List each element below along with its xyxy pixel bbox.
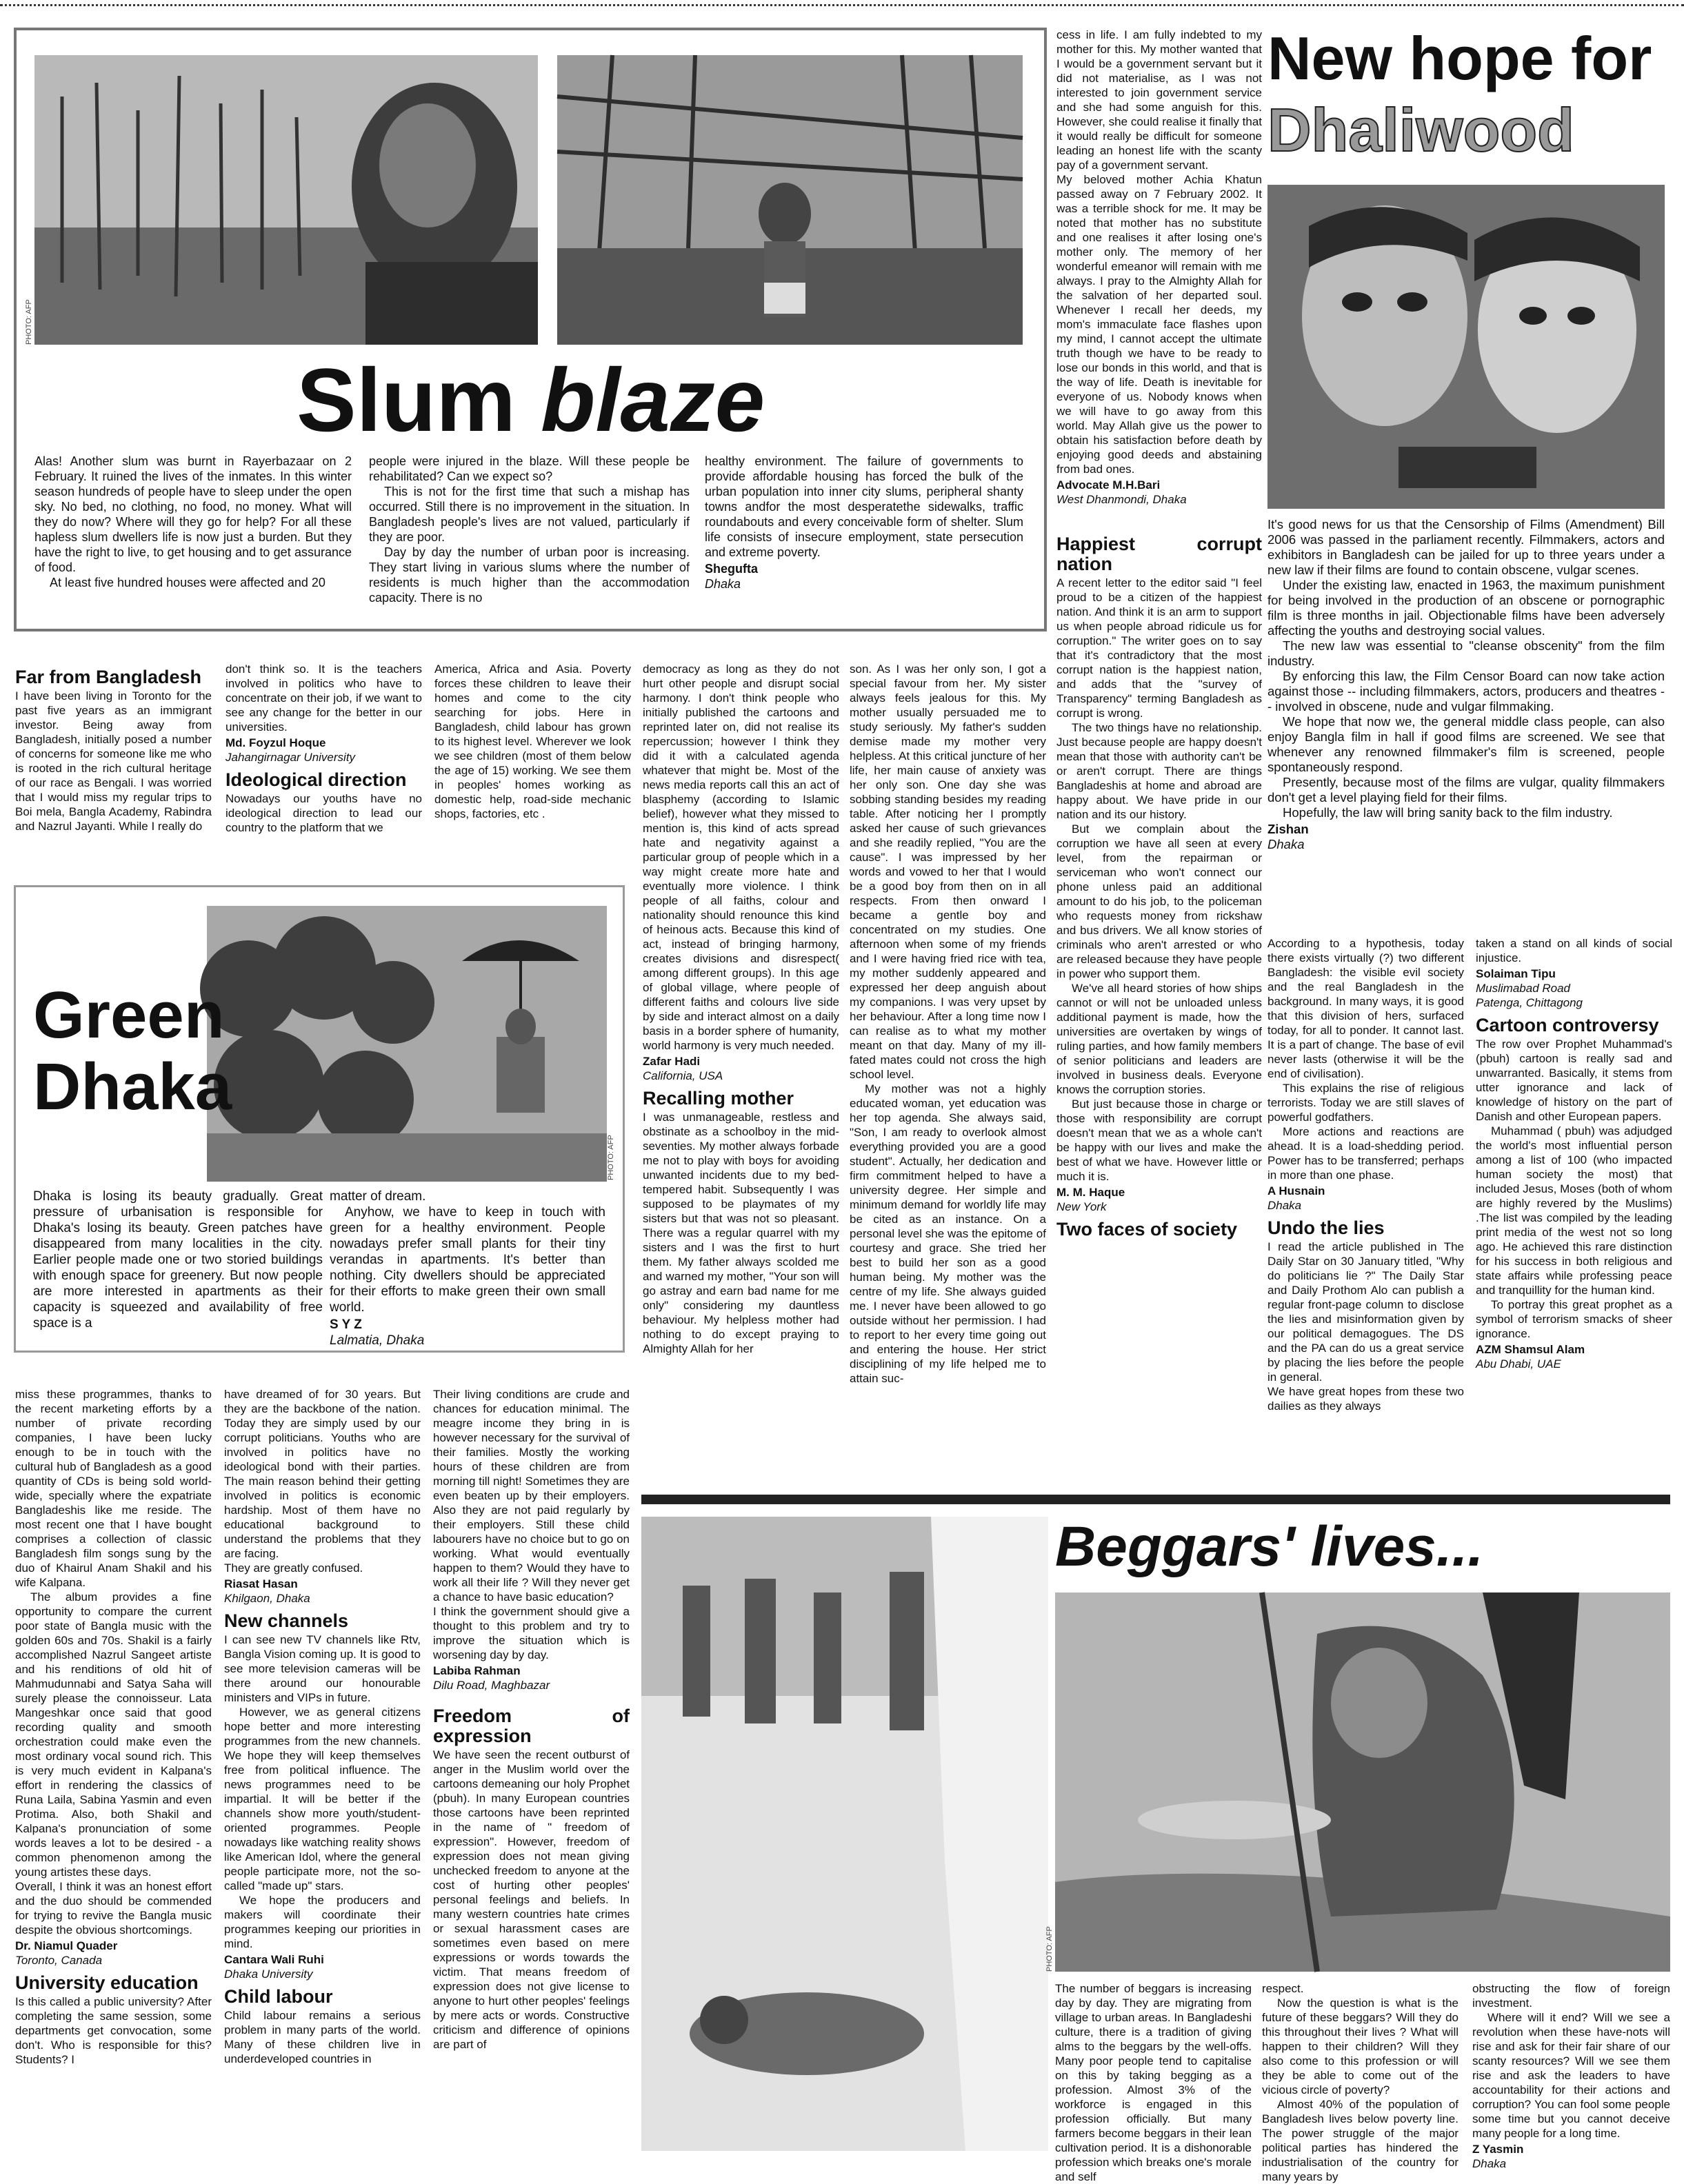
- green-title-line1: Green: [33, 978, 225, 1052]
- photo-credit: PHOTO: AFP: [1045, 1926, 1054, 1972]
- paragraph: Day by day the number of urban poor is increasing. They start living in various slums where the number of residents is much higher than the accommodation capacity. There is no: [369, 545, 690, 605]
- heading-child-labour: Child labour: [224, 1986, 333, 2007]
- author: Zafar Hadi: [643, 1055, 701, 1068]
- green-title-line2: Dhaka: [33, 1050, 232, 1124]
- paragraph: By enforcing this law, the Film Censor Board can now take action against those -- including filmmakers, actors, producers and theatres -- involved in obscene, nude and vulgar filmmaking.: [1267, 669, 1665, 714]
- paragraph: But we complain about the corruption we have all seen at every level, from the repairman or serviceman who won't connect our phone unless paid an additional amount to do his job, to the policeman who requests money from rickshaw and bus drivers. We all know stories of criminals who aren't arrested or who are released because they have people in power who support them.: [1056, 822, 1262, 980]
- paragraph: cess in life. I am fully indebted to my mother for this. My mother wanted that I would be a government servant but it did not materialise, as I was not interested to join government service and she had some anguish for this. However, she could realise it finally that it would really be difficult for someone leading an honest life with the scanty pay of a government servant.: [1056, 28, 1262, 172]
- film-poster-photo: [1267, 185, 1665, 509]
- paragraph: We have seen the recent outburst of anger in the Muslim world over the cartoons demeaning our holy Prophet (pbuh). In many European countries those cartoons have been reprinted in the name of " freedom of expression". However, freedom of expression does not mean giving unchecked freedom to anyone at the cost of hurting other peoples' personal feelings and beliefs. In many western countries hate crimes or sexual harassment cases are sometimes even based on mere expressions or words towards the victim. That means freedom of expression does not give license to anyone to hurt other peoples' feelings by mere acts or words. Constructive criticism and difference of opinions are part of: [433, 1748, 630, 2051]
- beggar-woman-photo: [1055, 1593, 1670, 1972]
- author: Solaiman Tipu: [1476, 967, 1556, 980]
- recalling-mother-col: [850, 662, 1046, 1475]
- author: S Y Z: [330, 1317, 362, 1332]
- heading-recalling-mother: Recalling mother: [643, 1088, 794, 1109]
- paragraph: Presently, because most of the films are vulgar, quality filmmakers don't get a level playing field for their films.: [1267, 775, 1665, 805]
- paragraph: It's good news for us that the Censorship of Films (Amendment) Bill 2006 was passed in the parliament recently. Filmmakers, actors and exhibitors in Bangladesh can be jailed for up to three years under a new law if their films are found to contain obscene, vulgar scenes.: [1267, 517, 1665, 577]
- paragraph: I think the government should give a thought to this problem and try to improve the situation which is worsening day by day.: [433, 1605, 630, 1661]
- author: Zishan: [1267, 822, 1309, 836]
- paragraph: respect.: [1262, 1982, 1304, 1995]
- paragraph: Muhammad ( pbuh) was adjudged the world's most influential person among a list of 100 (who impacted human society the most) that included Jesus, Moses (both of whom are highly revered by the Muslims) .The list was compiled by the leading print media of the west not so long ago. He achieved this rare distinction for his success in both religious and state affairs while professing peace and tranquillity for the human kind.: [1476, 1124, 1672, 1297]
- green-dhaka-col-2: [330, 1189, 605, 1348]
- top-dotted-rule: [0, 4, 1684, 6]
- dhaliwood-body: [1267, 517, 1665, 903]
- author: Riasat Hasan: [224, 1577, 298, 1590]
- paragraph: Dhaka is losing its beauty gradually. Great pressure of urbanisation is responsible for Dhaka's losing its beauty. Green patches have disappeared from many localities in the city. Earlier people made one or two storied buildings with enough space for greenery. But now people are more interested in apartments as their capacity is squeezed and availability of free space is a: [33, 1189, 323, 1331]
- paragraph: don't think so. It is the teachers involved in politics who have to concentrate on their job, if we want to see any change for the better in our universities.: [225, 663, 422, 734]
- paragraph: We hope the producers and makers will coordinate their programmes keeping our priorities in mind.: [224, 1894, 421, 1950]
- paragraph: Under the existing law, enacted in 1963, the maximum punishment for being involved in the production of an obscene or pornographic film is three months in jail. Objectionable films have been adversely affecting the youths and destroying social values.: [1267, 578, 1665, 638]
- paragraph: This is not for the first time that such a mishap has occurred. Still there is no improvement in the situation. In Bangladesh people's lives are not valued, particularly if they are poor.: [369, 485, 690, 544]
- paragraph: Their living conditions are crude and chances for education minimal. The meagre income they bring in is however necessary for the survival of their families. Mostly the working hours of these children are from morning till night! Sometimes they are even beaten up by their employers. Also they are not paid regularly by their employers. Still these child labourers have no choice but to go on working. What would eventually happen to them? Would they have to work all their life ? Will they never get a chance to have basic education?: [433, 1388, 630, 1604]
- paragraph: have dreamed of for 30 years. But they are the backbone of the nation. Today they are simply used by our corrupt politicians. Youths who are involved in politics have no ideological bond with their parties. The main reason behind their getting involved in politics is economic hardship. Most of them have no educational background to understand the problems that they are facing.: [224, 1388, 421, 1560]
- paragraph: Almost 40% of the population of Bangladesh lives below poverty line. The power struggle of the major political parties has hindered the industrialisation of the country for many years by: [1262, 2098, 1459, 2183]
- heading-new-channels: New channels: [224, 1610, 349, 1631]
- author: Md. Foyzul Hoque: [225, 736, 326, 749]
- photo-credit: PHOTO: AFP: [607, 1135, 615, 1180]
- paragraph: According to a hypothesis, today there exists virtually (?) two different Bangladesh: the visible evil society and the real Bangladesh in the background. In many ways, it is good that this division of hers, surfaced today, for all to ponder. It cannot last. It is a part of change. The base of evil never lasts (otherwise it will be the end of civilisation).: [1267, 937, 1464, 1080]
- location: Patenga, Chittagong: [1476, 996, 1583, 1009]
- paragraph: They are greatly confused.: [224, 1561, 363, 1575]
- slum-col-2: [369, 454, 690, 619]
- author: Shegufta: [705, 562, 759, 576]
- paragraph: America, Africa and Asia. Poverty forces these children to leave their homes and come to the city searching for jobs. Here in Bangladesh, child labour has grown to its highest level. Wherever we look we see children (most of them below the age of 15) working. We see them in peoples' homes working as domestic help, road-side mechanic shops, factories, etc .: [434, 663, 631, 820]
- paragraph: I can see new TV channels like Rtv, Bangla Vision coming up. It is good to see more television cameras will be there around our honourable ministers and VIPs in future.: [224, 1633, 421, 1704]
- heading-freedom-of-expression: Freedom of expression: [433, 1706, 630, 1746]
- mother-continued-col: [1056, 28, 1262, 1468]
- location: Abu Dhabi, UAE: [1476, 1357, 1561, 1371]
- dhaliwood-title-line2: Dhaliwood: [1267, 96, 1574, 164]
- beggars-top-rule: [641, 1495, 1670, 1504]
- slum-blaze-title: [297, 348, 765, 452]
- location: Muslimabad Road: [1476, 982, 1571, 995]
- paragraph: democracy as long as they do not hurt other people and disrupt social harmony. I don't think people who initially published the cartoons and reprinted later on, did not realise its repercussion; however I think they did it with a calculated agenda whatever that might be. Most of the news media reports call this an act of blasphemy (according to Islamic belief), however what they missed to mention is, this kind of acts spread hate and negativity against a particular group of people which in a way might create more hate and eventually more violence. I think people of all faiths, colour and nationality should renounce this kind of heinous acts. Because this kind of act, instead of bringing harmony, creates divisions and disrespect( among different groups). In this age of global village, where people of different faiths and colours live side by side and interact almost on a daily basis in a border sphere of humanity, world harmony is very much needed.: [643, 663, 839, 1052]
- heading-cartoon-controversy: Cartoon controversy: [1476, 1015, 1659, 1035]
- paragraph: Where will it end? Will we see a revolution when these have-nots will rise and ask for their fair share of our scanty resources? Will we see them rise and ask the leaders to have accountability for their actions and corruption? You can fool some people some time but you cannot deceive many people for a long time.: [1472, 2011, 1670, 2140]
- paragraph: healthy environment. The failure of governments to provide affordable housing has forced the bulk of the urban population into inner city slums, peripheral shanty towns andfor the most desperatethe sidewalks, traffic roundabouts and every conceivable form of shelter. Slum life consists of insecure employment, state persecution and extreme poverty.: [705, 454, 1023, 559]
- paragraph: matter of dream.: [330, 1189, 426, 1204]
- cartoon-controversy-col: [1476, 936, 1672, 1481]
- author: AZM Shamsul Alam: [1476, 1343, 1585, 1356]
- paragraph: The new law was essential to "cleanse obscenity" from the film industry.: [1267, 638, 1665, 668]
- paragraph: son. As I was her only son, I got a special favour from her. My sister always feels jealous for this. My mother usually persuaded me to study seriously. My father's sudden demise made my mother very helpless. At this critical juncture of her life, her main cause of anxiety was her only son. One day she was sobbing standing besides my reading table. After noticing her I promptly asked her cause of such grievances and she readily replied, "You are the cause". I was impressed by her words and vowed to her that I would be a good boy from then on in all respects. From then onward I became a gentle boy and concentrated on my studies. One afternoon when some of my friends and I were having fried rice with tea, my mother suddenly appeared and expressed her deep anguish about my companions. I was very upset by her behaviour. After a long time now I can realise as to what my mother meant on that day. Many of my ill-fated mates could not cross the high school level.: [850, 663, 1046, 1081]
- paragraph: Hopefully, the law will bring sanity back to the film industry.: [1283, 805, 1613, 820]
- paragraph: obstructing the flow of foreign investment.: [1472, 1982, 1670, 2010]
- paragraph: The number of beggars is increasing day by day. They are migrating from village to urban areas. In Bangladeshi culture, there is a tradition of giving alms to the beggars by the well-offs. Many poor people tend to capitalise on this by taking begging as a profession. Almost 3% of the workforce is engaged in this profession officially. But many farmers become beggars in their lean cultivation period. It is a dishonorable profession which breaks one's morale and self: [1055, 1982, 1252, 2183]
- paragraph: But just because those in charge or those with responsibility are corrupt doesn't mean that we as a whole can't be happy with our lives and make the best of what we have. However little or much it is.: [1056, 1098, 1262, 1183]
- beggars-col-2: [1262, 1981, 1459, 2183]
- paragraph: I read the article published in The Daily Star on 30 January titled, "Why do politicians lie ?" The Daily Star and Daily Prothom Alo can publish a regular front-page column to disclose the lies and misinformation given by our political demagogues. The DS and the PA can do us a great service by placing the lies before the people in general.: [1267, 1240, 1464, 1384]
- heading-happiest: Happiest corrupt nation: [1056, 534, 1262, 574]
- beggars-title: Beggars' lives...: [1055, 1515, 1484, 1578]
- paragraph: We hope that now we, the general middle class people, can also enjoy Bangla film in hall if good films are screened. We see that whenever any renowned filmmaker's film is screened, people spontaneously respond.: [1267, 714, 1665, 774]
- paragraph: This explains the rise of religious terrorists. Today we are still slaves of powerful godfathers.: [1267, 1082, 1464, 1124]
- slum-col-1: [34, 454, 352, 619]
- street-crowd-photo: [641, 1517, 1048, 2151]
- bottom-col-3: [433, 1387, 630, 2152]
- bottom-col-2: [224, 1387, 421, 2152]
- paragraph: More actions and reactions are ahead. It is a load-shedding period. Power has to be transferred; perhaps in more than one phase.: [1267, 1125, 1464, 1182]
- paragraph: Nowadays our youths have no ideological direction to lead our country to the platform that we: [225, 792, 422, 834]
- bottom-col-1: [15, 1387, 212, 2152]
- author: Cantara Wali Ruhi: [224, 1953, 324, 1966]
- location: Jahangirnagar University: [225, 751, 356, 764]
- location: Toronto, Canada: [15, 1954, 103, 1967]
- slum-col-3: [705, 454, 1023, 619]
- child-labour-cont-col: [434, 662, 631, 869]
- photo-credit: PHOTO: AFP: [25, 299, 33, 345]
- paragraph: Overall, I think it was an honest effort and the duo should be commended for trying to revive the Bangla music despite the obvious shortcomings.: [15, 1880, 212, 1937]
- slum-title-italic: blaze: [540, 350, 765, 450]
- paragraph: At least five hundred houses were affected and 20: [50, 576, 325, 589]
- heading-university-education: University education: [15, 1972, 199, 1993]
- paragraph: I was unmanageable, restless and obstinate as a schoolboy in the mid-seventies. My mother always forbade me not to play with boys for avoiding unwanted incidents due to my bed-tempered habit. Subsequently I was supposed to be playmates of my sisters but that was not so pleasant. There was a regular quarrel with my sisters and I was the first to hurt them. My father always scolded me and warned my mother, "Your son will go astray and earn bad name for me only" considering my dauntless behaviour. My helpless mother had nothing to do except praying to Almighty Allah for her: [643, 1111, 839, 1355]
- author: Labiba Rahman: [433, 1664, 521, 1677]
- paragraph: people were injured in the blaze. Will these people be rehabilitated? Can we expect so?: [369, 454, 690, 483]
- location: Dhaka: [1267, 837, 1305, 851]
- paragraph: The two things have no relationship. Just because people are happy doesn't mean that those with authority can't be or aren't corrupt. There are things Bangladeshis at home and abroad are happy about. We have pride in our nation and its our history.: [1056, 721, 1262, 821]
- location: Dhaka: [705, 577, 741, 591]
- heading-ideological: Ideological direction: [225, 769, 407, 790]
- location: Dhaka: [1267, 1199, 1302, 1212]
- heading-far-from-bangladesh: Far from Bangladesh: [15, 667, 202, 687]
- heading-undo-the-lies: Undo the lies: [1267, 1217, 1385, 1238]
- slum-photo-woman: [34, 55, 538, 345]
- location: Dhaka University: [224, 1968, 313, 1981]
- paragraph: Now the question is what is the future of these beggars? Will they do this throughout their lives ? What will happen to their children? Will they also come to this profession or will they be able to come out of the vicious circle of poverty?: [1262, 1996, 1459, 2096]
- paragraph: taken a stand on all kinds of social injustice.: [1476, 937, 1672, 964]
- paragraph: Is this called a public university? After completing the same session, some departments get convocation, some don't. Who is responsible for this? Students? I: [15, 1995, 212, 2066]
- paragraph: Alas! Another slum was burnt in Rayerbazaar on 2 February. It ruined the lives of the inmates. In this winter season hundreds of people have to sleep under the open sky. No bed, no clothing, no food, no money. What will they do now? Where will they go for help? For all these hapless slum dwellers life is now just a burden. But they have the right to live, to get housing and to get assurance of food.: [34, 454, 352, 574]
- location: Khilgaon, Dhaka: [224, 1592, 310, 1605]
- green-dhaka-photo: [207, 906, 607, 1182]
- beggars-col-1: [1055, 1981, 1252, 2183]
- paragraph: The album provides a fine opportunity to compare the current poor state of Bangla music with the golden 60s and 70s. Shakil is a fairly accomplished Nazrul Sangeet artiste and his renditions of old hit of Mahmudunnabi and Satya Saha will surely please the connoisseur. Lata Mangeshkar once said that good recording quality and smooth orchestration could make even the most ordinary vocal sound rich. This is very much evident in Kalpana's effort in rendering the classics of Runa Laila, Sabina Yasmin and even Protima. Also, both Shakil and Kalpana's pronunciation of some words leaves a lot to be desired - a common phenomenon among the young artistes these days.: [15, 1590, 212, 1879]
- paragraph: My mother was not a highly educated woman, yet education was her top agenda. She always said, "Son, I am ready to overlook almost everything provided you are a good student". Actually, her dedication and firm commitment helped to have a university degree. Her simple and minimum demand for worldly life may be cited as an instance. On a personal level she was the epitome of courtesy and grace. She tried her best to build her son as a good human being. My mother was the centre of my life. She always guided me. I never have been allowed to go outside without her permission. I had to report to her every time going out and entering the house. Her strict disciplining of my life helped me to attain suc-: [850, 1082, 1046, 1385]
- paragraph: To portray this great prophet as a symbol of terrorism smacks of sheer ignorance.: [1476, 1298, 1672, 1340]
- paragraph: My beloved mother Achia Khatun passed away on 7 February 2002. It was a terrible shock for me. It may be noted that mother has no substitute and one realises it after losing one's mother only. The memory of her wonderful emeanor will remain with me always. I pray to the Almighty Allah for the salvation of her departed soul. Whenever I recall her deeds, my mom's immaculate face flashes upon my mind, I cannot accept the ultimate truth though we have to be ready to lose our bonds in this world, and that is the way of life. Death is inevitable for everyone of us. Nobody knows when we will have to go away from this world. May Allah give us the power to obtain his satisfaction before death by enjoying good deeds and abstaining from bad ones.: [1056, 173, 1262, 476]
- paragraph: However, we as general citizens hope better and more interesting programmes from the new channels. We hope they will keep themselves free from political influence. The news programmes need to be impartial. It will be better if the channels show more youth/student-oriented programmes. People nowadays like watching reality shows like American Idol, where the general people participate more, not the so-called "made up" stars.: [224, 1706, 421, 1892]
- dhaliwood-title-line1: New hope for: [1267, 24, 1652, 92]
- green-dhaka-col-1: [33, 1189, 323, 1344]
- far-from-bangladesh-col: [15, 662, 212, 869]
- cartoon-opinion-col: [643, 662, 839, 1475]
- location: West Dhanmondi, Dhaka: [1056, 493, 1187, 506]
- author: Advocate M.H.Bari: [1056, 478, 1161, 492]
- paragraph: We have great hopes from these two dailies as they always: [1267, 1385, 1464, 1413]
- paragraph: A recent letter to the editor said "I feel proud to be a citizen of the happiest nation. And think it is an arm to support us when people abroad ridicule us for corruption." The writer goes on to say that it's contradictory that the most corrupt nation is the happiest nation, and adds that the "survey of Transparency" terming Bangladesh as corrupt is wrong.: [1056, 576, 1262, 720]
- paragraph: Anyhow, we have to keep in touch with green for a healthy environment. People nowadays prefer small plants for their tiny verandas in apartments. It's better than nothing. City dwellers should be appreciated for their efforts to make green their own small world.: [330, 1205, 605, 1315]
- slum-photo-boy: [557, 55, 1023, 345]
- location: Lalmatia, Dhaka: [330, 1333, 425, 1348]
- author: M. M. Haque: [1056, 1186, 1125, 1199]
- slum-title-plain: Slum: [297, 350, 516, 450]
- green-dhaka-title: [33, 978, 232, 1125]
- ideological-col: [225, 662, 422, 869]
- location: Dilu Road, Maghbazar: [433, 1679, 550, 1692]
- beggars-col-3: [1472, 1981, 1670, 2170]
- paragraph: We've all heard stories of how ships cannot or will not be unloaded unless additional payment is made, how the universities are overtaken by wings of ruling parties, and how family members of senior politicians and leaders are involved in business deals. Everyone knows the corruption stories.: [1056, 982, 1262, 1096]
- heading-two-faces: Two faces of society: [1056, 1219, 1238, 1240]
- paragraph: miss these programmes, thanks to the recent marketing efforts by a number of private recording companies, I have been lucky enough to be in touch with the cultural hub of Bangladesh as a good quantity of CDs is being sold world-wide, specially where the expatriate Bangladeshis like me reside. The most recent one that I have bought comprises a collection of classic Bangladesh film songs sung by the duo of Khairul Anam Shakil and his wife Kalpana.: [15, 1388, 212, 1589]
- location: Dhaka: [1472, 2157, 1507, 2170]
- hypothesis-col: [1267, 936, 1464, 1481]
- paragraph: I have been living in Toronto for the past five years as an immigrant investor. Being away from Bangladesh, initially posed a number of concerns for someone like me who is rooted in the rich cultural heritage of our race as Bengali. I was worried that I would miss my regular trips to Boi mela, Bangla Academy, Rabindra and Nazrul Jayanti. While I really do: [15, 689, 212, 833]
- location: New York: [1056, 1200, 1107, 1213]
- paragraph: The row over Prophet Muhammad's (pbuh) cartoon is really sad and unwarranted. Basically, it stems from utter ignorance and lack of knowledge of history on the part of Danish and other European papers.: [1476, 1038, 1672, 1123]
- location: California, USA: [643, 1069, 723, 1082]
- author: Dr. Niamul Quader: [15, 1939, 118, 1952]
- author: Z Yasmin: [1472, 2143, 1524, 2156]
- author: A Husnain: [1267, 1184, 1325, 1197]
- paragraph: Child labour remains a serious problem in many parts of the world. Many of these children live in underdeveloped countries in: [224, 2009, 421, 2065]
